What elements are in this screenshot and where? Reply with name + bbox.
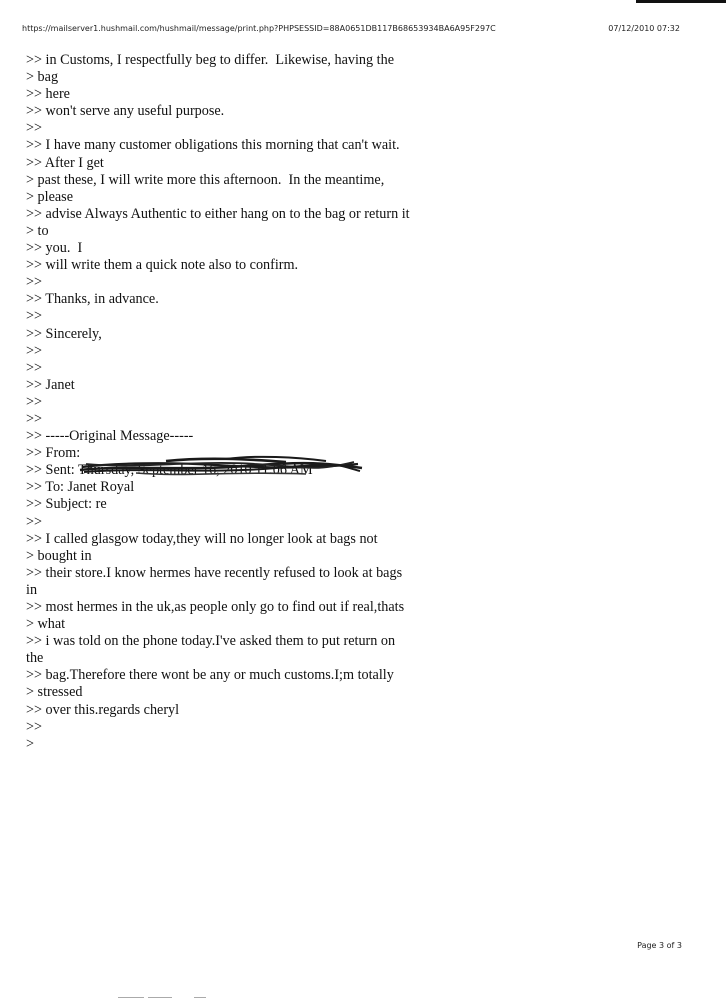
subject-line: >> Subject: re (26, 496, 107, 513)
email-message-body (26, 52, 466, 753)
message-line: >> i was told on the phone today.I've asked them to put return on (26, 633, 396, 650)
message-line: > stressed (26, 684, 83, 701)
message-line: >> (26, 342, 43, 359)
message-line: >> you. I (26, 240, 83, 257)
message-line: >> (26, 359, 43, 376)
message-line: >> Thanks, in advance. (26, 291, 159, 308)
message-line: >> will write them a quick note also to confirm. (26, 257, 299, 274)
message-line: > bag (26, 69, 59, 86)
page-number: Page 3 of 3 (637, 941, 682, 950)
message-line: >> I have many customer obligations this morning that can't wait. (26, 137, 400, 154)
sent-line: >> Sent: Thursday, September 16, 2010 11:06 AM (26, 462, 313, 479)
message-line: > what (26, 616, 66, 633)
message-line: > bought in (26, 547, 92, 564)
message-line: >> (26, 274, 43, 291)
message-line: >> in Customs, I respectfully beg to differ. Likewise, having the (26, 52, 394, 68)
message-line: >> over this.regards cheryl (26, 701, 180, 718)
page-url: https://mailserver1.hushmail.com/hushmail/message/print.php?PHPSESSID=88A0651DB117B68653934BA6A95F297C (22, 24, 496, 33)
message-line: > (26, 735, 35, 752)
message-line: the (26, 650, 44, 667)
message-line: >> (26, 308, 43, 325)
to-line: >> To: Janet Royal (26, 479, 135, 496)
message-line: >> (26, 120, 43, 137)
redaction-scribble-icon (76, 453, 366, 481)
message-line: >> here (26, 86, 70, 103)
message-line: >> (26, 718, 43, 735)
message-line: >> (26, 410, 43, 427)
message-line: >> After I get (26, 154, 104, 171)
message-line: >> I called glasgow today,they will no longer look at bags not (26, 530, 378, 547)
message-line: > please (26, 188, 73, 205)
original-message-separator: >> -----Original Message----- (26, 428, 194, 445)
message-line: >> most hermes in the uk,as people only go to find out if real,thats (26, 599, 405, 615)
message-line: >> advise Always Authentic to either hang on to the bag or return it (26, 205, 410, 222)
message-line: >> their store.I know hermes have recently refused to look at bags (26, 564, 403, 581)
scan-corner-mark (636, 0, 726, 3)
message-line: >> Janet (26, 376, 75, 393)
print-header (0, 24, 726, 38)
message-line: >> (26, 393, 43, 410)
message-line: >> bag.Therefore there wont be any or much customs.I;m totally (26, 667, 394, 684)
message-line: > to (26, 222, 49, 239)
message-line: >> (26, 513, 43, 530)
message-line: >> Sincerely, (26, 325, 102, 342)
message-line: >> won't serve any useful purpose. (26, 103, 225, 120)
print-date: 07/12/2010 07:32 (608, 24, 680, 33)
from-label: >> From: (26, 445, 81, 462)
message-line: > past these, I will write more this afternoon. In the meantime, (26, 171, 385, 188)
from-line (26, 445, 466, 462)
scan-artifact (118, 997, 238, 999)
message-line: in (26, 581, 38, 598)
